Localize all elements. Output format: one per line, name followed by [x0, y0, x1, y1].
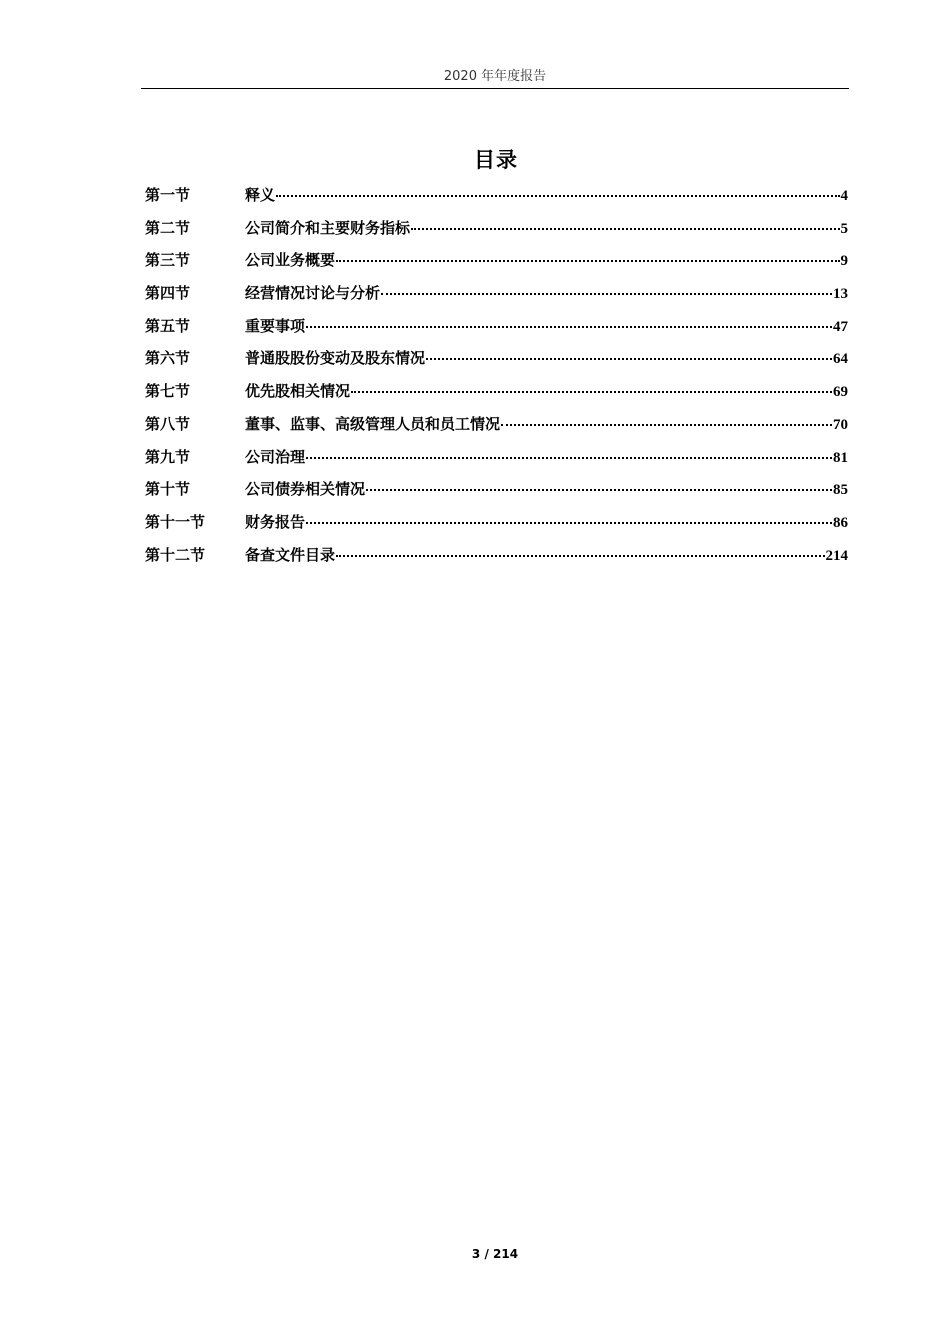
toc-page: 47	[833, 318, 848, 335]
toc-section: 第一节	[145, 186, 191, 204]
toc-entry[interactable]	[145, 184, 848, 217]
toc-leader	[306, 522, 832, 524]
toc-section: 第十节	[145, 480, 191, 499]
toc-page: 4	[840, 188, 848, 204]
toc-section: 第五节	[145, 316, 191, 335]
toc-leader	[366, 489, 832, 491]
toc-leader	[381, 293, 832, 295]
toc-page: 13	[833, 286, 848, 303]
toc-title: 备查文件目录	[245, 545, 336, 564]
toc-entry[interactable]	[145, 282, 848, 315]
toc-entry[interactable]	[145, 478, 848, 511]
toc-entry[interactable]	[145, 249, 848, 282]
toc-entry[interactable]	[145, 511, 848, 544]
toc-leader	[426, 358, 832, 360]
toc-page: 214	[825, 547, 848, 564]
toc-page: 86	[833, 514, 848, 531]
toc-leader	[411, 228, 839, 230]
toc-entry[interactable]	[145, 544, 848, 577]
toc-leader	[336, 260, 839, 262]
toc-title: 经营情况讨论与分析	[245, 284, 381, 303]
toc-section: 第十二节	[145, 545, 206, 564]
toc-section: 第二节	[145, 218, 191, 237]
toc-page: 5	[840, 220, 848, 237]
page-number: 3 / 214	[471, 1247, 519, 1261]
toc-page: 9	[840, 253, 848, 270]
toc-section: 第八节	[145, 414, 191, 433]
toc-page: 81	[833, 449, 848, 466]
toc-page: 64	[833, 351, 848, 368]
toc-section: 第七节	[145, 382, 191, 401]
toc-entry[interactable]	[145, 413, 848, 446]
toc-leader	[336, 555, 824, 557]
toc-entry[interactable]	[145, 446, 848, 479]
toc-section: 第六节	[145, 349, 191, 368]
toc-title: 重要事项	[245, 316, 306, 335]
page-title: 目录	[474, 148, 518, 172]
toc-leader	[276, 195, 839, 197]
toc-entry[interactable]	[145, 380, 848, 413]
toc-entry[interactable]	[145, 217, 848, 250]
toc-section: 第三节	[145, 251, 191, 270]
toc-title: 释义	[245, 186, 276, 204]
toc-leader	[351, 391, 832, 393]
toc-page: 69	[833, 384, 848, 401]
toc-leader	[501, 424, 832, 426]
toc-title: 公司债券相关情况	[245, 480, 366, 499]
toc-title: 优先股相关情况	[245, 382, 351, 401]
toc-title: 财务报告	[245, 512, 306, 531]
toc-title: 公司治理	[245, 447, 306, 466]
toc-page: 70	[833, 416, 848, 433]
table-of-contents	[145, 184, 848, 576]
toc-section: 第九节	[145, 447, 191, 466]
toc-title: 普通股股份变动及股东情况	[245, 349, 426, 368]
toc-leader	[306, 457, 832, 459]
toc-title: 公司简介和主要财务指标	[245, 218, 411, 237]
toc-section: 第十一节	[145, 512, 206, 531]
toc-entry[interactable]	[145, 347, 848, 380]
toc-section: 第四节	[145, 284, 191, 303]
page-footer	[0, 1247, 950, 1261]
toc-leader	[306, 326, 832, 328]
toc-title: 公司业务概要	[245, 251, 336, 270]
toc-entry[interactable]	[145, 315, 848, 348]
header-text: 2020 年年度报告	[443, 69, 547, 84]
page-header	[141, 66, 849, 89]
toc-page: 85	[833, 482, 848, 499]
toc-title: 董事、监事、高级管理人员和员工情况	[245, 414, 501, 433]
